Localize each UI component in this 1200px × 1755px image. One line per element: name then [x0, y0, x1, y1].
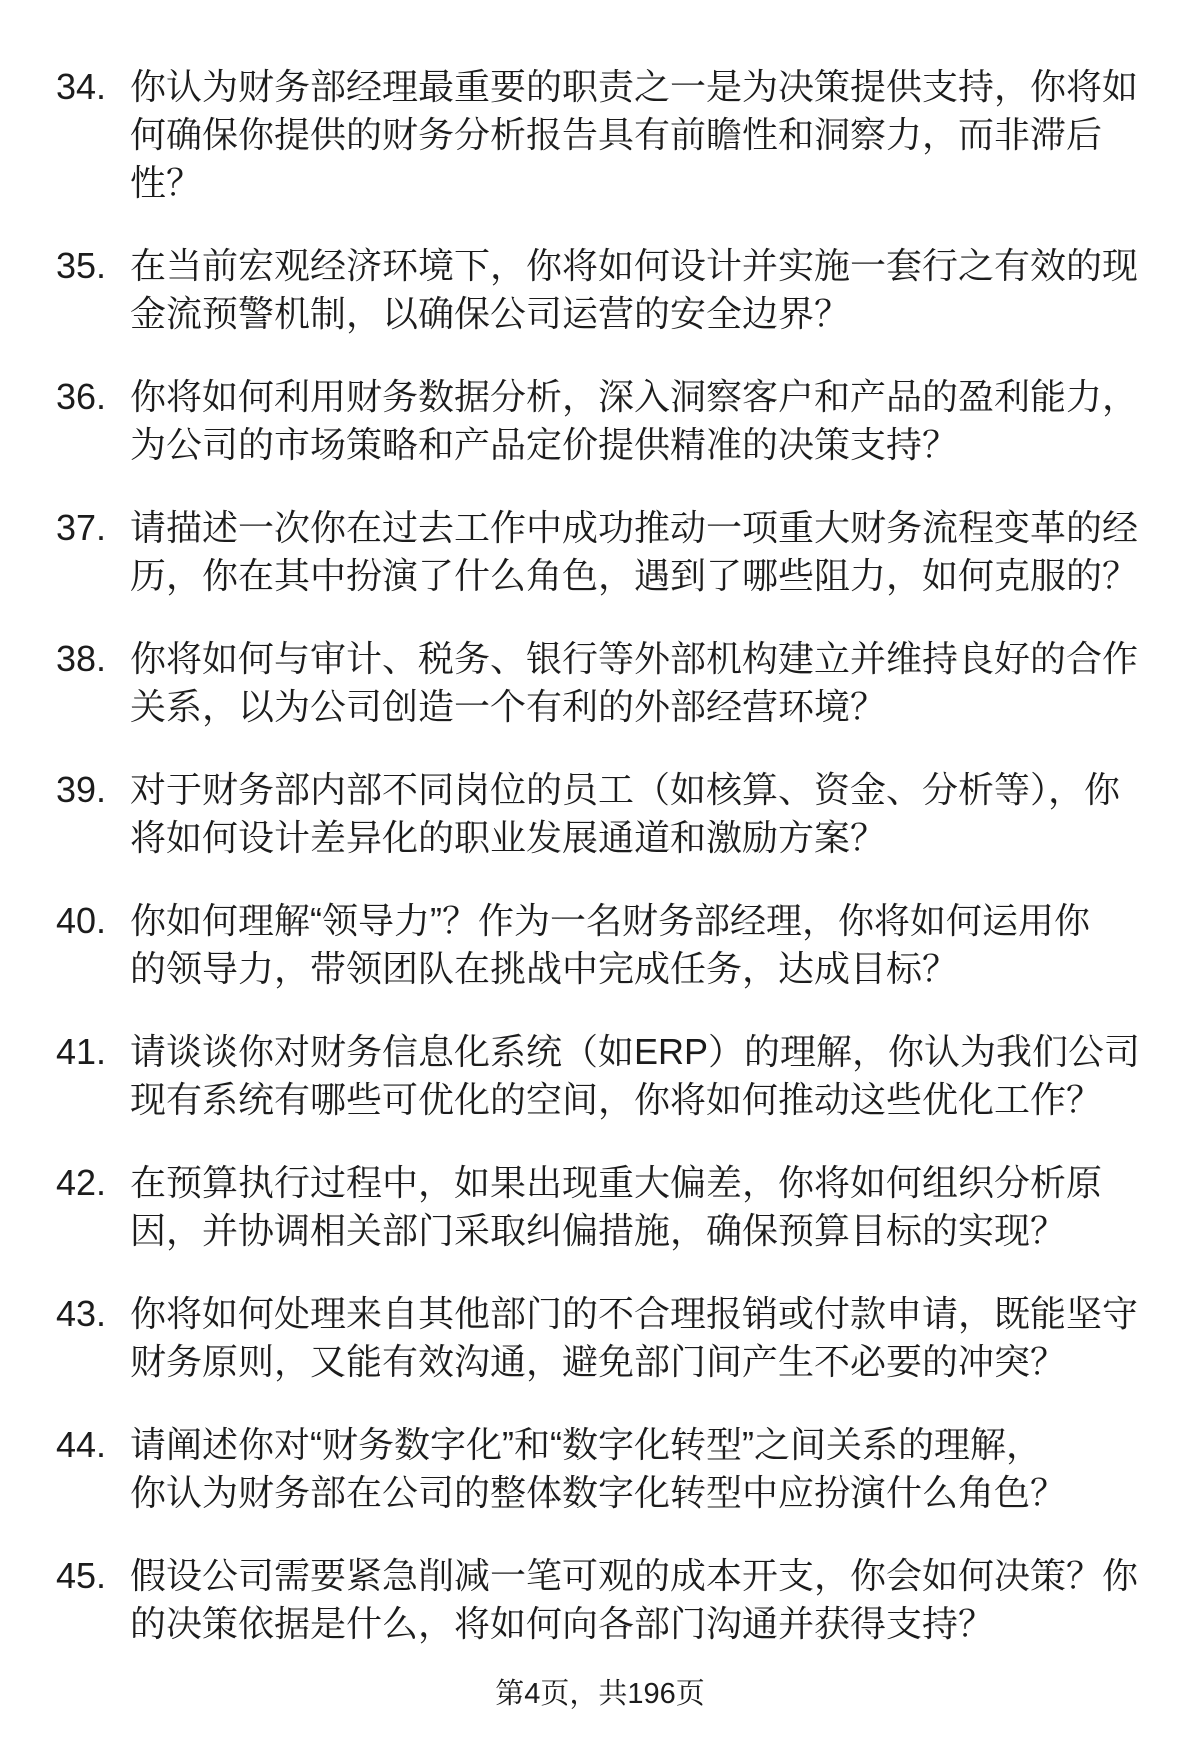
question-item-34	[0, 63, 1200, 207]
question-item-41	[0, 1028, 1200, 1124]
question-number: 42.	[56, 1162, 107, 1203]
question-line: 将如何设计差异化的职业发展通道和激励方案？	[130, 817, 887, 858]
question-number: 44.	[56, 1424, 107, 1465]
question-line: 假设公司需要紧急削减一笔可观的成本开支，你会如何决策？你	[130, 1555, 1139, 1596]
question-item-45	[0, 1552, 1200, 1648]
question-number: 41.	[56, 1031, 107, 1072]
question-item-36	[0, 373, 1200, 469]
question-item-43	[0, 1290, 1200, 1386]
question-line: 财务原则，又能有效沟通，避免部门间产生不必要的冲突？	[130, 1341, 1067, 1382]
question-line: 的决策依据是什么，将如何向各部门沟通并获得支持？	[130, 1603, 995, 1644]
question-text	[130, 1552, 1160, 1648]
question-number: 43.	[56, 1293, 107, 1334]
question-line: 在当前宏观经济环境下，你将如何设计并实施一套行之有效的现	[130, 245, 1139, 286]
question-line: 你如何理解“领导力”？作为一名财务部经理，你将如何运用你	[130, 900, 1090, 941]
question-item-40	[0, 897, 1200, 993]
question-text	[130, 242, 1160, 338]
question-line: 请描述一次你在过去工作中成功推动一项重大财务流程变革的经	[130, 507, 1139, 548]
question-number: 37.	[56, 507, 107, 548]
question-text	[130, 373, 1160, 469]
question-item-42	[0, 1159, 1200, 1255]
question-text	[130, 504, 1160, 600]
question-line: 因，并协调相关部门采取纠偏措施，确保预算目标的实现？	[130, 1210, 1067, 1251]
question-line: 请阐述你对“财务数字化”和“数字化转型”之间关系的理解，	[130, 1424, 1042, 1465]
question-number: 45.	[56, 1555, 107, 1596]
question-text	[130, 766, 1160, 862]
question-line: 金流预警机制，以确保公司运营的安全边界？	[130, 293, 851, 334]
question-line: 性？	[130, 162, 203, 203]
question-line: 在预算执行过程中，如果出现重大偏差，你将如何组织分析原	[130, 1162, 1103, 1203]
question-line: 请谈谈你对财务信息化系统（如ERP）的理解，你认为我们公司	[130, 1031, 1141, 1072]
question-line: 你认为财务部在公司的整体数字化转型中应扮演什么角色？	[130, 1472, 1067, 1513]
question-line: 何确保你提供的财务分析报告具有前瞻性和洞察力，而非滞后	[130, 114, 1103, 155]
question-line: 的领导力，带领团队在挑战中完成任务，达成目标？	[130, 948, 959, 989]
question-line: 历，你在其中扮演了什么角色，遇到了哪些阻力，如何克服的？	[130, 555, 1139, 596]
question-line: 关系，以为公司创造一个有利的外部经营环境？	[130, 686, 887, 727]
question-item-44	[0, 1421, 1200, 1517]
question-number: 36.	[56, 376, 107, 417]
question-text	[130, 63, 1160, 207]
question-text	[130, 1290, 1160, 1386]
question-line: 对于财务部内部不同岗位的员工（如核算、资金、分析等），你	[130, 769, 1121, 810]
question-line: 你将如何处理来自其他部门的不合理报销或付款申请，既能坚守	[130, 1293, 1139, 1334]
page-number-footer: 第4页，共196页	[495, 1678, 705, 1710]
question-number: 34.	[56, 66, 107, 107]
question-text	[130, 897, 1160, 993]
question-item-38	[0, 635, 1200, 731]
question-number: 40.	[56, 900, 107, 941]
question-text	[130, 635, 1160, 731]
question-line: 你将如何与审计、税务、银行等外部机构建立并维持良好的合作	[130, 638, 1139, 679]
question-number: 35.	[56, 245, 107, 286]
question-line: 为公司的市场策略和产品定价提供精准的决策支持？	[130, 424, 959, 465]
question-item-37	[0, 504, 1200, 600]
question-text	[130, 1159, 1160, 1255]
question-item-35	[0, 242, 1200, 338]
question-line: 你将如何利用财务数据分析，深入洞察客户和产品的盈利能力，	[130, 376, 1139, 417]
question-line: 现有系统有哪些可优化的空间，你将如何推动这些优化工作？	[130, 1079, 1103, 1120]
question-line: 你认为财务部经理最重要的职责之一是为决策提供支持，你将如	[130, 66, 1139, 107]
question-text	[130, 1028, 1160, 1124]
question-item-39	[0, 766, 1200, 862]
question-list	[0, 63, 1200, 1683]
question-number: 38.	[56, 638, 107, 679]
question-text	[130, 1421, 1160, 1517]
question-number: 39.	[56, 769, 107, 810]
